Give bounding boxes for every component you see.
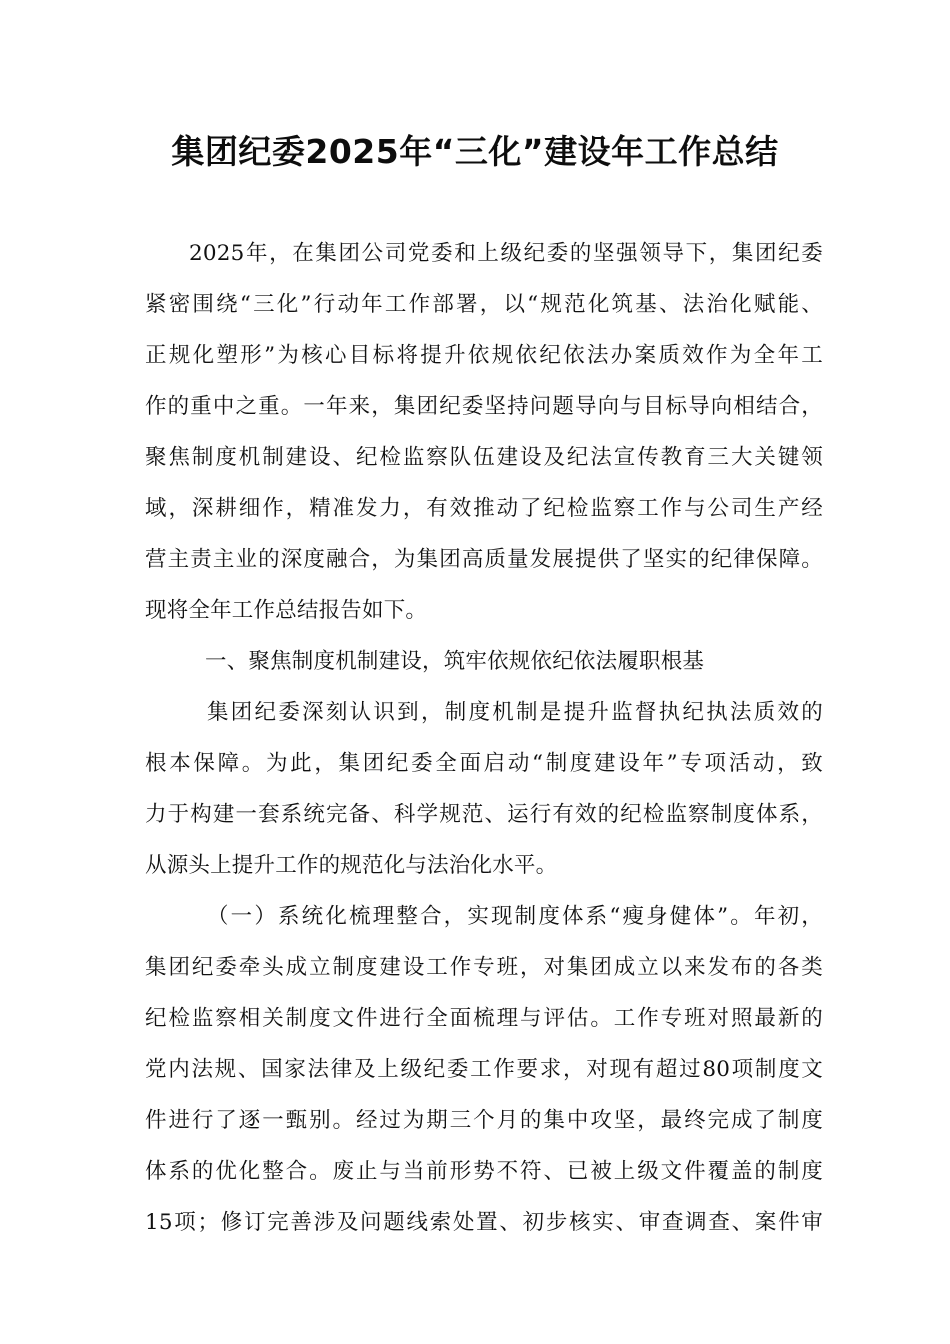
paragraph-line: 体系的优化整合。废止与当前形势不符、已被上级文件覆盖的制度 (145, 1159, 823, 1184)
paragraph-line: 从源头上提升工作的规范化与法治化水平。 (145, 853, 558, 878)
paragraph-line: 域，深耕细作，精准发力，有效推动了纪检监察工作与公司生产经 (145, 496, 823, 521)
paragraph-line: 15项；修订完善涉及问题线索处置、初步核实、审查调查、案件审 (145, 1210, 823, 1235)
paragraph-line: 紧密围绕“三化”行动年工作部署，以“规范化筑基、法治化赋能、 (145, 292, 823, 317)
section-heading: 一、聚焦制度机制建设，筑牢依规依纪依法履职根基 (205, 649, 705, 674)
paragraph-line: 纪检监察相关制度文件进行全面梳理与评估。工作专班对照最新的 (145, 1006, 823, 1031)
paragraph-line: 集团纪委深刻认识到，制度机制是提升监督执纪执法质效的 (207, 700, 823, 725)
document-body (145, 228, 823, 1248)
document-title: 集团纪委2025年“三化”建设年工作总结 (171, 132, 779, 171)
paragraph-line: 营主责主业的深度融合，为集团高质量发展提供了坚实的纪律保障。 (145, 547, 823, 572)
paragraph-line: 正规化塑形”为核心目标将提升依规依纪依法办案质效作为全年工 (145, 343, 823, 368)
paragraph-line: 聚焦制度机制建设、纪检监察队伍建设及纪法宣传教育三大关键领 (145, 445, 823, 470)
paragraph-line: 党内法规、国家法律及上级纪委工作要求，对现有超过80项制度文 (145, 1057, 823, 1082)
paragraph-line: 集团纪委牵头成立制度建设工作专班，对集团成立以来发布的各类 (145, 955, 823, 980)
paragraph-line: 根本保障。为此，集团纪委全面启动“制度建设年”专项活动，致 (145, 751, 823, 776)
paragraph-line: 件进行了逐一甄别。经过为期三个月的集中攻坚，最终完成了制度 (145, 1108, 823, 1133)
paragraph-line: 作的重中之重。一年来，集团纪委坚持问题导向与目标导向相结合， (145, 394, 823, 419)
paragraph-line: 2025年，在集团公司党委和上级纪委的坚强领导下，集团纪委 (189, 241, 823, 266)
paragraph-line: 现将全年工作总结报告如下。 (145, 598, 428, 623)
subsection-line: （一）系统化梳理整合，实现制度体系“瘦身健体”。年初， (207, 904, 823, 929)
paragraph-line: 力于构建一套系统完备、科学规范、运行有效的纪检监察制度体系， (145, 802, 823, 827)
